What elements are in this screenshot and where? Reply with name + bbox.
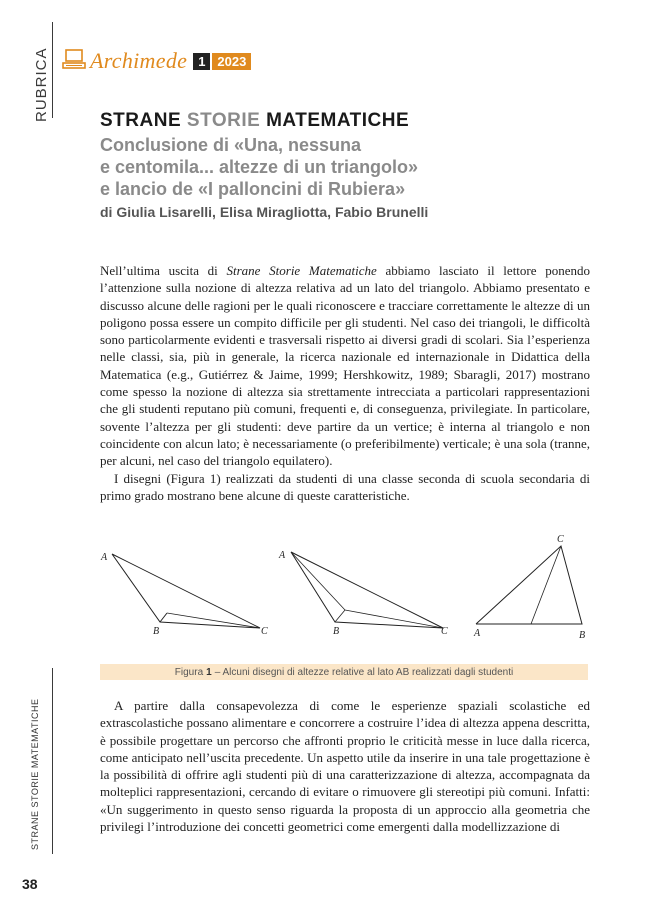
p1-text-a: Nell’ultima uscita di: [100, 263, 227, 278]
top-vertical-rule: [52, 22, 53, 118]
bottom-vertical-rule: [52, 668, 53, 854]
label-b-2: B: [333, 626, 340, 637]
paragraph-2: I disegni (Figura 1) realizzati da studenti di una classe seconda di scuola secondaria di primo grado mostrano bene alcune di queste caratteristiche.: [100, 470, 590, 503]
paragraph-3: A partire dalla consapevolezza di come le esperienze spaziali scolastiche ed extrascolastiche possano alimentare e concorrere a costruire l’idea di altezza appena descritta, è possibile progettare un percorso che affronti proprio le criticità messe in luce dalla ricerca, come anticipato nell’uscita precedente. Un aspetto utile da inserire in una tale progettazione è la possibilità di offrire agli studenti più di una caratterizzazione di altezza, accompagnata da molteplici rappresentazioni, cercando di evitare o rimuovere gli stereotipi più comuni. Infatti: «Un suggerimento in questo senso riguarda la proposta di un approccio alla geometria che privilegi l’introduzione dei concetti geometrici come emergenti dalla modellizzazione di: [100, 698, 590, 835]
rubrica-text: RUBRICA: [33, 47, 50, 122]
body-text-bottom: [100, 697, 590, 835]
label-a-3: A: [474, 628, 481, 639]
label-a-1: A: [101, 552, 108, 563]
computer-icon: [62, 48, 86, 75]
subtitle-line-2: e centomila... altezze di un triangolo»: [100, 157, 419, 177]
series-title: [100, 110, 580, 132]
label-b-3: B: [579, 630, 586, 641]
article-title-block: [100, 110, 580, 220]
caption-number: 1: [206, 666, 212, 678]
article-authors: di Giulia Lisarelli, Elisa Miragliotta, Fabio Brunelli: [100, 204, 429, 220]
series-word-1: STRANE: [100, 110, 182, 131]
issue-number: 1: [193, 53, 210, 70]
p1-text-b: abbiamo lasciato il lettore ponendo l’attenzione sulla nozione di altezza relativa ad un lato del triangolo. Abbiamo presentato e discusso alcune delle ragioni per le quali riconoscere e tracciare correttamente le altezze di un poligono possa essere un compito difficile per gli studenti. Nel caso dei triangoli, le difficoltà sono particolarmente evidenti e trasversali rispetto ai diversi gradi di scolari. Sia l’esperienza nelle classi, sia, più in generale, la ricerca nazionale ed internazionale in Didattica della Matematica (e.g., Gutiérrez & Jaime, 1999; Hershkowitz, 1989; Sbaragli, 2017) mostrano come spesso la nozione di altezza sia strettamente intrecciata a particolari rappresentazioni che gli studenti reputano più comuni, frequenti e, di conseguenza, privilegiate. In particolare, sovente l’altezza per gli studenti: deve partire da un vertice; è interna al triangolo e non coincidente con alcun lato; è necessariamente (o preferibilmente) verticale; è una sola (tranne, per alcuni, nel caso del triangolo equilatero).: [100, 263, 590, 469]
body-text-top: [100, 262, 590, 504]
series-word-3: MATEMATICHE: [266, 110, 410, 131]
rubrica-label: [22, 22, 54, 132]
label-b-1: B: [153, 626, 160, 637]
label-c-3: C: [557, 534, 564, 545]
issue-year: 2023: [212, 53, 251, 70]
subtitle-line-3: e lancio de «I palloncini di Rubiera»: [100, 179, 406, 199]
paragraph-1: [100, 262, 590, 470]
label-c-2: C: [441, 626, 448, 637]
series-word-2: STORIE: [186, 110, 261, 131]
figure-caption: [100, 664, 588, 680]
brand-name: Archimede: [90, 48, 188, 73]
figure-1-drawings: [95, 532, 595, 662]
archimede-logo: [62, 48, 251, 74]
label-a-2: A: [279, 550, 286, 561]
caption-prefix: Figura: [174, 666, 204, 678]
article-subtitle: [100, 134, 580, 200]
caption-text: – Alcuni disegni di altezze relative al lato AB realizzati dagli studenti: [214, 666, 514, 678]
drawing-3: [473, 534, 585, 641]
p1-italic-title: Strane Storie Matematiche: [226, 263, 377, 278]
subtitle-line-1: Conclusione di «Una, nessuna: [100, 135, 362, 155]
running-section-text: STRANE STORIE MATEMATICHE: [30, 698, 40, 850]
drawing-1: [100, 552, 268, 637]
page-number: 38: [22, 876, 38, 892]
label-c-1: C: [261, 626, 268, 637]
running-section-label: [16, 668, 56, 852]
drawing-2: [278, 550, 448, 637]
